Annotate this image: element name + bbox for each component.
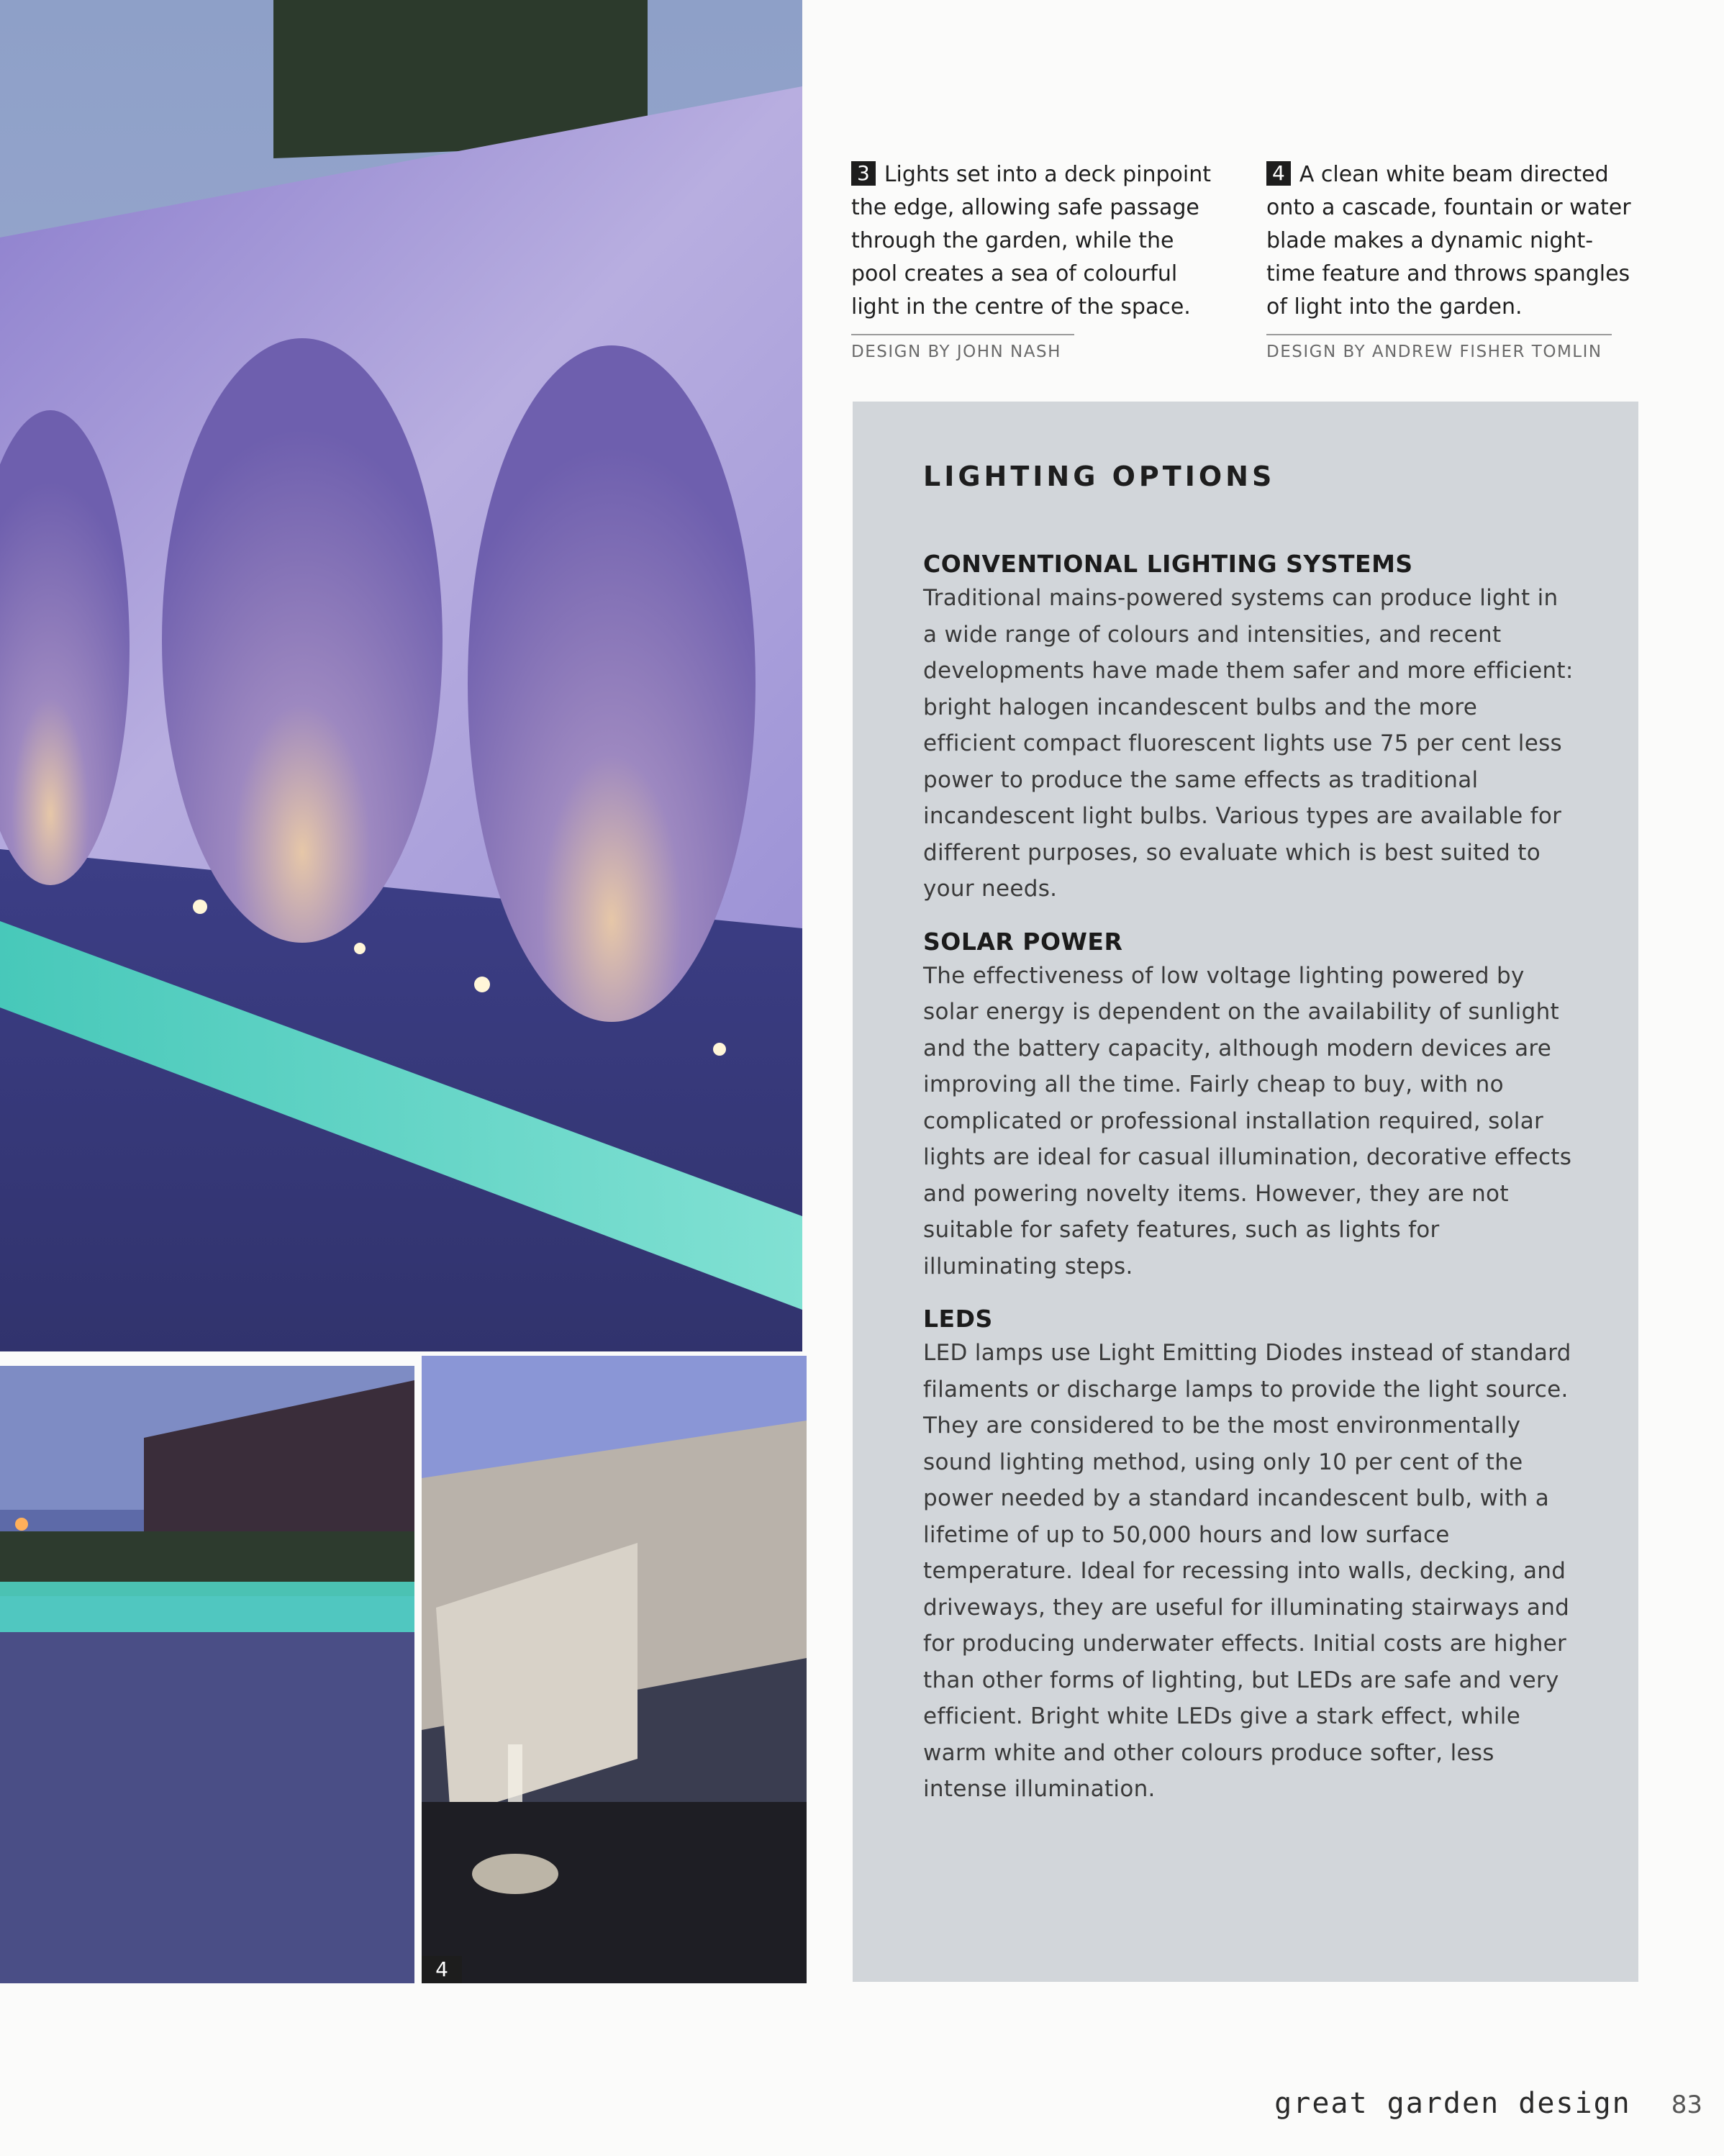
- photo-pool-deck: [0, 1366, 414, 1983]
- caption-body: Lights set into a deck pinpoint the edge, allowing safe passage through the garden, while the pool creates a sea of colourful light in the centre of the space.: [851, 162, 1211, 320]
- photo-number-label: 4: [422, 1956, 462, 1983]
- caption-body: A clean white beam directed onto a cascade, fountain or water blade makes a dynamic night-time feature and throws spangles of light into the garden.: [1266, 162, 1631, 320]
- caption-text: [1266, 158, 1641, 324]
- section-leds: [923, 1303, 1576, 1808]
- section-heading: CONVENTIONAL LIGHTING SYSTEMS: [923, 550, 1413, 578]
- section-solar: [923, 926, 1576, 1285]
- section-heading: LEDS: [923, 1305, 993, 1333]
- section-body: The effectiveness of low voltage lighting powered by solar energy is dependent on the availability of sunlight and the battery capacity, although modern devices are improving all the time. Fairly cheap to buy, with no complicated or professional installation required, solar lights are ideal for casual illumination, decorative effects and powering novelty items. However, they are not suitable for safety features, such as lights for illuminating steps.: [923, 962, 1572, 1279]
- caption-divider: [1266, 334, 1612, 335]
- photo-lit-urns: [0, 0, 802, 1351]
- caption-number-badge: 4: [1266, 161, 1291, 186]
- caption-number-badge: 3: [851, 161, 876, 186]
- publication-title: great garden design: [1274, 2087, 1631, 2120]
- section-heading: SOLAR POWER: [923, 927, 1123, 956]
- caption-credit: DESIGN BY JOHN NASH: [851, 343, 1061, 361]
- caption-divider: [851, 334, 1074, 335]
- page-number: 83: [1671, 2091, 1702, 2119]
- caption-3: [851, 158, 1225, 361]
- box-title: LIGHTING OPTIONS: [923, 461, 1276, 492]
- section-conventional: [923, 548, 1576, 907]
- caption-text: [851, 158, 1225, 324]
- page-footer: [1274, 2087, 1702, 2120]
- caption-credit: DESIGN BY ANDREW FISHER TOMLIN: [1266, 343, 1602, 361]
- section-body: LED lamps use Light Emitting Diodes instead of standard filaments or discharge lamps to provide the light source. They are considered to be the most environmentally sound lighting method, using only 10 per cent of the power needed by a standard incandescent bulb, with a lifetime of up to 50,000 hours and low surface temperature. Ideal for recessing into walls, decking, and driveways, they are useful for illuminating stairways and for producing underwater effects. Initial costs are higher than other forms of lighting, but LEDs are safe and very efficient. Bright white LEDs give a stark effect, while warm white and other colours produce softer, less intense illumination.: [923, 1340, 1571, 1802]
- lighting-options-box: [853, 402, 1638, 1982]
- section-body: Traditional mains-powered systems can produce light in a wide range of colours and intensities, and recent developments have made them safer and more efficient: bright halogen incandescent bulbs and the more efficient compact fluorescent lights use 75 per cent less power to produce the same effects as traditional incandescent light bulbs. Various types are available for different purposes, so evaluate which is best suited to your needs.: [923, 585, 1574, 902]
- caption-4: [1266, 158, 1641, 361]
- photo-water-cascade: [422, 1356, 807, 1983]
